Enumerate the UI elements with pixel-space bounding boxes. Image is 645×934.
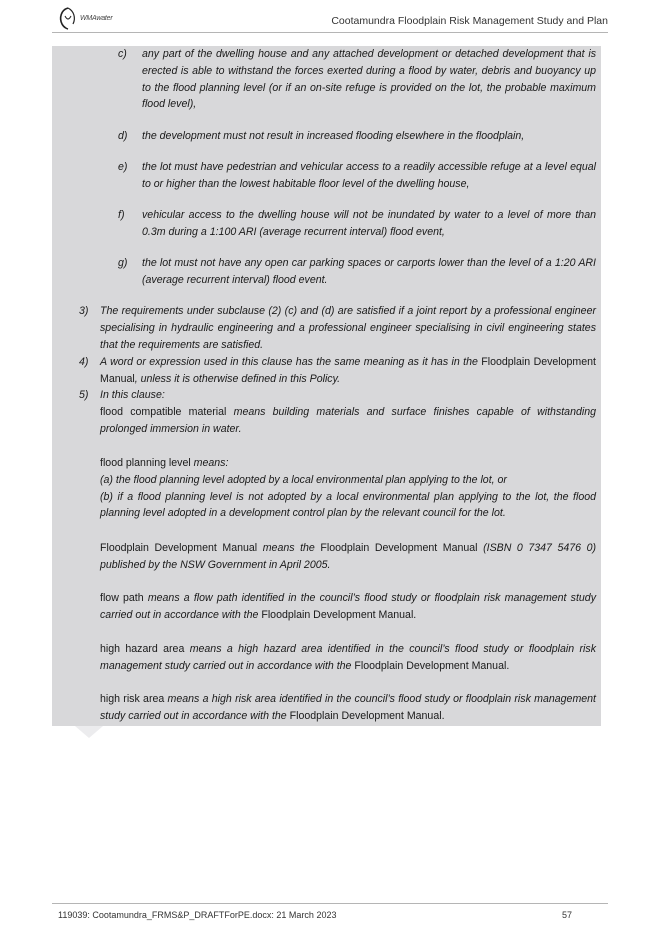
page-number: 57: [561, 910, 572, 920]
definition-flow-path: [100, 590, 596, 624]
definition-high-risk-area: [100, 691, 596, 725]
definition-end: .: [506, 659, 510, 672]
subclause-text: any part of the dwelling house and any attached development or detached development that is erected is able to withstand the forces exerted during a flood by water, debris and buoyancy up to the flood planning level (or if an on-site refuge is provided on the lot, the probable maximum flood level),: [142, 48, 596, 111]
subclause-text: the development must not result in increased flooding elsewhere in the floodplain,: [142, 130, 525, 142]
clause-label: 3): [79, 305, 89, 317]
document-title: Cootamundra Floodplain Risk Management Study and Plan: [331, 15, 608, 27]
document-reference: 119039: Cootamundra_FRMS&P_DRAFTForPE.docx: 21 March 2023: [58, 910, 337, 920]
definition-flood-compatible-material: [100, 404, 596, 438]
definition-heading: [100, 455, 596, 472]
subclause-label: f): [118, 209, 125, 221]
defined-term: flow path: [100, 592, 144, 604]
page-footer: [52, 903, 608, 926]
clause-label: 4): [79, 356, 89, 368]
defined-term: Floodplain Development Manual: [100, 542, 258, 554]
manual-reference: Floodplain Development Manual: [261, 608, 414, 621]
definition-text: means building materials and surface finishes capable of withstanding prolonged immersion in water.: [100, 406, 596, 435]
manual-reference: Floodplain Development Manual: [100, 356, 596, 385]
subclause-label: d): [118, 130, 128, 142]
shading-arrow-icon: [75, 726, 103, 740]
page-header: [52, 6, 608, 33]
manual-reference: Floodplain Development Manual: [320, 542, 478, 554]
logo-text: WMAwater: [80, 15, 113, 22]
manual-reference: Floodplain Development Manual: [289, 709, 442, 722]
clause-label: 5): [79, 389, 89, 401]
subclause-label: g): [118, 257, 128, 269]
definition-text: means a high hazard area identified in the council’s flood study or floodplain risk management study carried out in accordance with the: [100, 643, 596, 672]
subclause-label: e): [118, 161, 128, 173]
definition-text: means the: [257, 542, 321, 554]
subclause-text: vehicular access to the dwelling house will not be inundated by water to a level of more than 0.3m during a 1:100 ARI (average recurrent interval) flood event,: [142, 209, 596, 238]
definition-text: means a flow path identified in the council’s flood study or floodplain risk management study carried out in accordance with the: [100, 592, 596, 621]
definition-end: .: [441, 709, 445, 722]
definition-item-a: (a) the flood planning level adopted by a local environmental plan applying to the lot, or: [100, 473, 507, 486]
clause-text-part: , unless it is otherwise defined in this Policy.: [134, 372, 341, 385]
definition-text: means a high risk area identified in the council’s flood study or floodplain risk management study carried out in accordance with the: [100, 693, 596, 722]
defined-term: high hazard area: [100, 643, 185, 655]
definition-item-b: (b) if a flood planning level is not adopted by a local environmental plan applying to the lot, the flood planning level adopted in a development control plan by the relevant council for the lot.: [100, 490, 596, 520]
clause-text: The requirements under subclause (2) (c) and (d) are satisfied if a joint report by a professional engineer specialising in hydraulic engineering and a professional engineer specialising in civil engineering states that the requirements are satisfied.: [100, 305, 596, 351]
definition-flood-planning-level: [100, 455, 596, 522]
defined-term: flood compatible material: [100, 406, 227, 418]
company-logo: [56, 6, 126, 30]
definition-text: means:: [190, 457, 229, 469]
logo-icon: [56, 6, 80, 30]
subclause-label: c): [118, 48, 127, 60]
subclause-text: the lot must not have any open car parking spaces or carports lower than the level of a 1:20 ARI (average recurrent interval) flood event.: [142, 257, 596, 286]
definition-text: (ISBN 0 7347 5476 0) published by the NSW Government in April 2005.: [100, 542, 597, 571]
defined-term: flood planning level: [100, 457, 191, 469]
clause-text: In this clause:: [100, 389, 165, 401]
defined-term: high risk area: [100, 693, 165, 705]
clause-text: [100, 354, 596, 388]
manual-reference: Floodplain Development Manual: [354, 659, 507, 672]
clause-text-part: A word or expression used in this clause has the same meaning as it has in the: [100, 356, 482, 368]
definition-end: .: [413, 608, 417, 621]
definition-high-hazard-area: [100, 641, 596, 675]
definition-floodplain-development-manual: [100, 540, 596, 574]
subclause-text: the lot must have pedestrian and vehicular access to a readily accessible refuge at a level equal to or higher than the lowest habitable floor level of the dwelling house,: [142, 161, 596, 190]
